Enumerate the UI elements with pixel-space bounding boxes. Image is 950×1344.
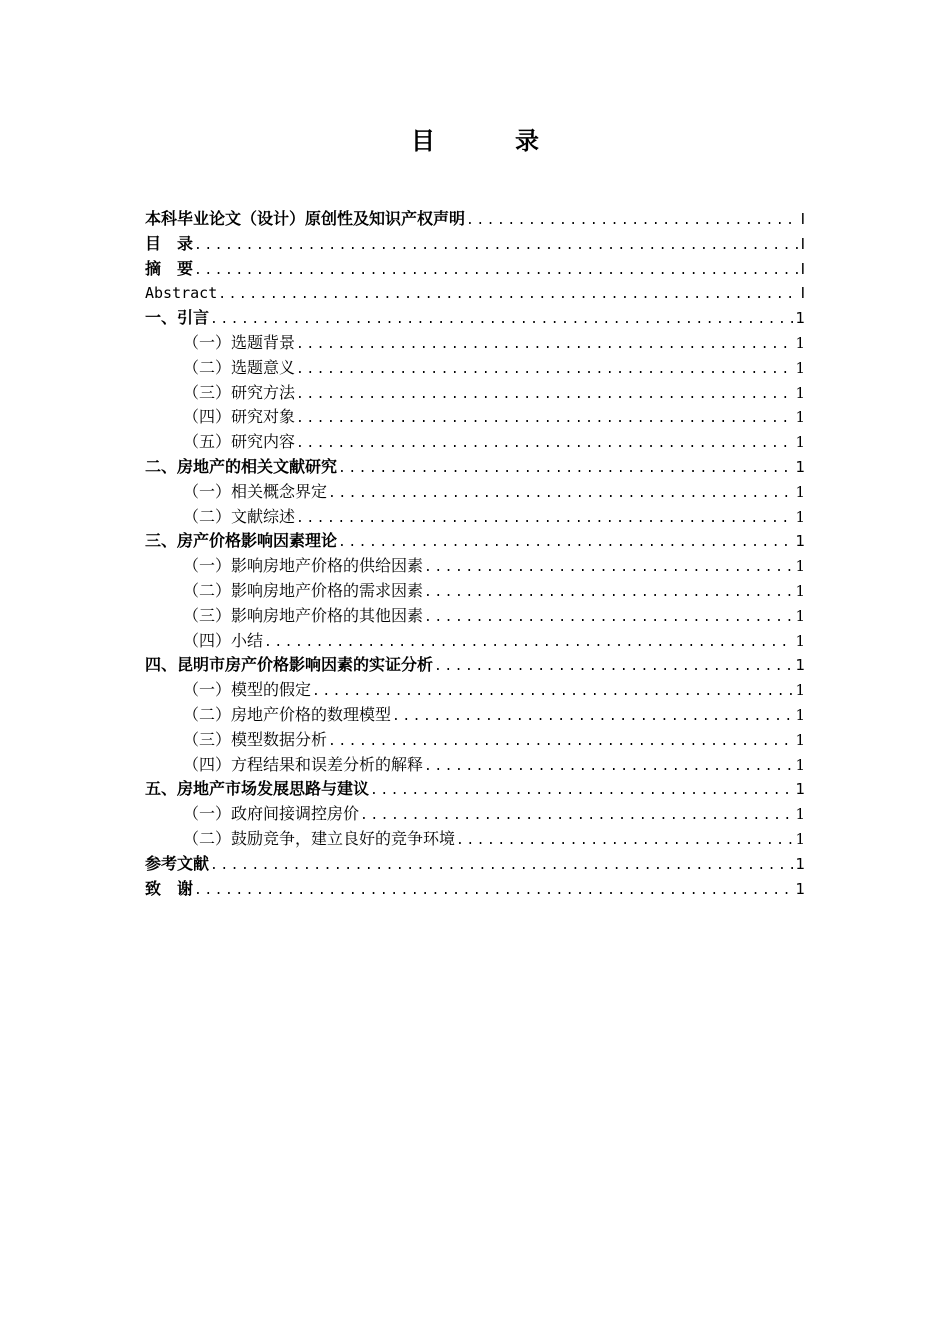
toc-page-number: 1 xyxy=(795,755,805,774)
toc-entry-title: （一）政府间接调控房价 xyxy=(183,804,360,824)
toc-entry-title: （二）文献综述 xyxy=(183,506,296,526)
toc-entry-chapter[interactable] xyxy=(145,877,805,902)
toc-page-number: 1 xyxy=(795,532,805,551)
toc-entry-title: （三）模型数据分析 xyxy=(183,729,328,749)
toc-entry-section[interactable] xyxy=(145,480,805,505)
toc-entry-title: （二）影响房地产价格的需求因素 xyxy=(183,580,424,600)
toc-page-number: 1 xyxy=(795,408,805,427)
toc-entry-title: 摘 要 xyxy=(145,258,194,278)
toc-dot-leader xyxy=(328,482,793,505)
toc-entry-title: （一）模型的假定 xyxy=(183,680,312,700)
toc-entry-title: 参考文献 xyxy=(145,853,210,873)
toc-dot-leader xyxy=(424,606,793,629)
toc-page-number: I xyxy=(800,234,805,253)
toc-page-number: 1 xyxy=(795,805,805,824)
toc-dot-leader xyxy=(338,531,793,554)
toc-dot-leader xyxy=(424,581,793,604)
toc-entry-section[interactable] xyxy=(145,753,805,778)
toc-page-number: 1 xyxy=(795,780,805,799)
toc-entry-title: （四）研究对象 xyxy=(183,407,296,427)
toc-page-number: 1 xyxy=(795,309,805,328)
toc-page-number: 1 xyxy=(795,631,805,650)
toc-page-number: 1 xyxy=(795,383,805,402)
toc-dot-leader xyxy=(360,804,793,827)
toc-page-number: 1 xyxy=(795,705,805,724)
toc-page-number: 1 xyxy=(795,333,805,352)
toc-page-number: 1 xyxy=(795,482,805,501)
toc-entry-section[interactable] xyxy=(145,579,805,604)
toc-dot-leader xyxy=(210,308,793,331)
toc-dot-leader xyxy=(264,631,793,654)
toc-entry-section[interactable] xyxy=(145,554,805,579)
toc-entry-section[interactable] xyxy=(145,381,805,406)
toc-dot-leader xyxy=(194,234,799,257)
toc-entry-section[interactable] xyxy=(145,604,805,629)
toc-dot-leader xyxy=(424,755,793,778)
toc-entry-section[interactable] xyxy=(145,703,805,728)
toc-page-number: 1 xyxy=(795,457,805,476)
table-of-contents xyxy=(145,207,805,901)
toc-dot-leader xyxy=(392,705,793,728)
toc-page-number: 1 xyxy=(795,358,805,377)
toc-entry-chapter[interactable] xyxy=(145,777,805,802)
toc-dot-leader xyxy=(194,879,793,902)
toc-title: 目 录 xyxy=(411,127,567,155)
toc-page-number: 1 xyxy=(795,854,805,873)
toc-page-number: 1 xyxy=(795,656,805,675)
toc-entry-title: （二）选题意义 xyxy=(183,357,296,377)
toc-entry-title: 一、引言 xyxy=(145,308,210,328)
toc-entry-section[interactable] xyxy=(145,728,805,753)
toc-page-number: 1 xyxy=(795,730,805,749)
toc-entry-section[interactable] xyxy=(145,405,805,430)
toc-dot-leader xyxy=(296,432,793,455)
toc-dot-leader xyxy=(296,407,793,430)
toc-entry-chapter[interactable] xyxy=(145,257,805,282)
toc-entry-section[interactable] xyxy=(145,802,805,827)
toc-entry-title: （二）房地产价格的数理模型 xyxy=(183,704,392,724)
toc-dot-leader xyxy=(434,655,793,678)
toc-entry-chapter[interactable] xyxy=(145,207,805,232)
toc-dot-leader xyxy=(466,209,799,232)
toc-entry-title: （三）研究方法 xyxy=(183,382,296,402)
toc-page-number: I xyxy=(800,284,805,303)
toc-entry-section[interactable] xyxy=(145,331,805,356)
toc-entry-section[interactable] xyxy=(145,356,805,381)
toc-entry-title: Abstract xyxy=(145,284,218,303)
toc-dot-leader xyxy=(456,829,793,852)
toc-entry-section[interactable] xyxy=(145,827,805,852)
toc-page-number: 1 xyxy=(795,581,805,600)
toc-entry-title: （三）影响房地产价格的其他因素 xyxy=(183,605,424,625)
toc-page-number: 1 xyxy=(795,829,805,848)
toc-entry-section[interactable] xyxy=(145,505,805,530)
toc-page-number: 1 xyxy=(795,879,805,898)
toc-entry-title: 五、房地产市场发展思路与建议 xyxy=(145,779,370,799)
toc-dot-leader xyxy=(370,779,793,802)
toc-page-number: 1 xyxy=(795,507,805,526)
toc-page-number: 1 xyxy=(795,681,805,700)
toc-entry-title: （四）小结 xyxy=(183,630,264,650)
toc-entry-title: （一）选题背景 xyxy=(183,332,296,352)
toc-entry-chapter[interactable] xyxy=(145,281,805,306)
toc-dot-leader xyxy=(338,457,793,480)
toc-dot-leader xyxy=(328,730,793,753)
toc-entry-title: （五）研究内容 xyxy=(183,432,296,452)
toc-entry-section[interactable] xyxy=(145,678,805,703)
toc-entry-title: 四、昆明市房产价格影响因素的实证分析 xyxy=(145,655,434,675)
toc-dot-leader xyxy=(210,854,793,877)
toc-dot-leader xyxy=(424,556,793,579)
toc-dot-leader xyxy=(296,383,793,406)
toc-page-number: 1 xyxy=(795,557,805,576)
toc-entry-chapter[interactable] xyxy=(145,306,805,331)
toc-page-number: 1 xyxy=(795,606,805,625)
toc-entry-title: 致 谢 xyxy=(145,878,194,898)
toc-entry-title: （一）影响房地产价格的供给因素 xyxy=(183,556,424,576)
toc-dot-leader xyxy=(296,358,793,381)
toc-dot-leader xyxy=(296,507,793,530)
toc-entry-chapter[interactable] xyxy=(145,653,805,678)
toc-page-number: 1 xyxy=(795,433,805,452)
toc-entry-title: （四）方程结果和误差分析的解释 xyxy=(183,754,424,774)
toc-entry-chapter[interactable] xyxy=(145,529,805,554)
toc-entry-title: （二）鼓励竞争，建立良好的竞争环境 xyxy=(183,828,456,848)
toc-entry-section[interactable] xyxy=(145,629,805,654)
toc-entry-title: 二、房地产的相关文献研究 xyxy=(145,456,338,476)
toc-entry-chapter[interactable] xyxy=(145,852,805,877)
toc-dot-leader xyxy=(296,333,793,356)
toc-page-number: I xyxy=(800,259,805,278)
toc-entry-title: 目 录 xyxy=(145,233,194,253)
toc-entry-title: （一）相关概念界定 xyxy=(183,481,328,501)
toc-dot-leader xyxy=(194,259,799,282)
toc-entry-section[interactable] xyxy=(145,430,805,455)
toc-entry-title: 本科毕业论文（设计）原创性及知识产权声明 xyxy=(145,209,466,228)
toc-page-number: I xyxy=(800,210,805,228)
toc-dot-leader xyxy=(218,283,798,306)
toc-entry-title: 三、房产价格影响因素理论 xyxy=(145,531,338,551)
toc-dot-leader xyxy=(312,680,793,703)
toc-entry-chapter[interactable] xyxy=(145,232,805,257)
toc-entry-chapter[interactable] xyxy=(145,455,805,480)
